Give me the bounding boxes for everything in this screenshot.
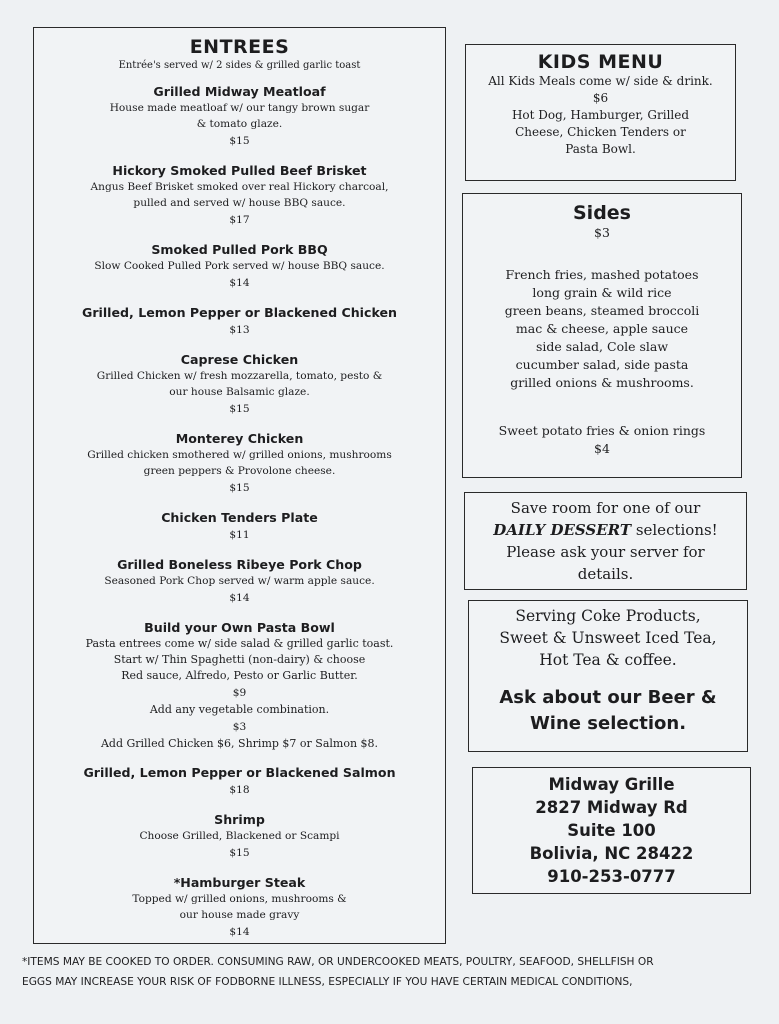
- sides-line: French fries, mashed potatoes: [505, 267, 699, 282]
- menu-item-description: pulled and served w/ house BBQ sauce.: [133, 197, 346, 209]
- street-address: 2827 Midway Rd: [535, 798, 688, 817]
- dessert-line-3: Please ask your server for: [506, 543, 705, 561]
- menu-item-name: Grilled, Lemon Pepper or Blackened Salmon: [83, 765, 396, 780]
- sides-extra: Sweet potato fries & onion rings: [498, 423, 706, 438]
- pasta-veg-price: $3: [232, 721, 247, 733]
- entree-list: [34, 83, 445, 607]
- menu-item-price: $17: [229, 214, 250, 226]
- menu-item-price: $15: [229, 482, 250, 494]
- pasta-bowl-price: $9: [232, 687, 247, 699]
- kids-menu-title: KIDS MENU: [537, 51, 664, 73]
- kids-menu-line: Pasta Bowl.: [565, 142, 636, 156]
- menu-item-name: *Hamburger Steak: [173, 875, 306, 890]
- entree-list-2: [34, 764, 445, 941]
- pasta-bowl-desc-3: Red sauce, Alfredo, Pesto or Garlic Butter.: [121, 669, 358, 682]
- menu-item: [34, 351, 445, 418]
- menu-item-description: Seasoned Pork Chop served w/ warm apple sauce.: [104, 575, 375, 587]
- sides-title: Sides: [573, 202, 631, 224]
- menu-item: [34, 874, 445, 941]
- entrees-subtitle: Entrée's served w/ 2 sides & grilled garlic toast: [118, 60, 361, 71]
- menu-item: [34, 556, 445, 607]
- menu-item-name: Grilled Boneless Ribeye Pork Chop: [117, 557, 362, 572]
- menu-item-name: Hickory Smoked Pulled Beef Brisket: [112, 163, 367, 178]
- restaurant-name: Midway Grille: [548, 775, 675, 794]
- sides-extra-price: $4: [594, 441, 610, 456]
- menu-item: [34, 811, 445, 862]
- sides-price: $3: [594, 225, 610, 240]
- disclaimer-line-2: EGGS MAY INCREASE YOUR RISK OF FODBORNE ILLNESS, ESPECIALLY IF YOU HAVE CERTAIN MEDICAL CONDITIONS,: [22, 976, 633, 988]
- dessert-section: [464, 492, 747, 590]
- menu-item: [34, 83, 445, 150]
- pasta-bowl-desc-1: Pasta entrees come w/ side salad & grilled garlic toast.: [85, 637, 394, 650]
- kids-menu-line: Cheese, Chicken Tenders or: [515, 125, 686, 139]
- kids-menu-line: Hot Dog, Hamburger, Grilled: [511, 108, 690, 122]
- menu-item-description: Slow Cooked Pulled Pork served w/ house BBQ sauce.: [94, 260, 385, 272]
- suite: Suite 100: [567, 821, 656, 840]
- sides-line: side salad, Cole slaw: [535, 339, 669, 354]
- dessert-line-1: Save room for one of our: [510, 499, 701, 517]
- menu-item-description: Angus Beef Brisket smoked over real Hickory charcoal,: [90, 181, 389, 193]
- sides-line: mac & cheese, apple sauce: [515, 321, 689, 336]
- city-state-zip: Bolivia, NC 28422: [529, 844, 694, 863]
- pasta-veg-text: Add any vegetable combination.: [149, 703, 330, 716]
- pasta-protein-text: Add Grilled Chicken $6, Shrimp $7 or Salmon $8.: [100, 737, 379, 750]
- dessert-line-2: [465, 519, 746, 541]
- pasta-bowl-item: [34, 619, 445, 752]
- food-safety-disclaimer: [22, 952, 762, 992]
- menu-item-price: $14: [229, 592, 250, 604]
- sides-line: grilled onions & mushrooms.: [510, 375, 694, 390]
- menu-item: [34, 241, 445, 292]
- menu-item-name: Caprese Chicken: [180, 352, 299, 367]
- address-section: [472, 767, 751, 894]
- menu-item-description: Grilled chicken smothered w/ grilled onions, mushrooms: [87, 449, 392, 461]
- kids-menu-price: $6: [592, 91, 609, 105]
- menu-item-description: our house Balsamic glaze.: [169, 386, 310, 398]
- menu-item-price: $18: [229, 784, 250, 796]
- dessert-line-2-rest: selections!: [631, 521, 718, 539]
- menu-item-price: $15: [229, 847, 250, 859]
- menu-item-description: Choose Grilled, Blackened or Scampi: [139, 830, 340, 842]
- menu-item-price: $14: [229, 277, 250, 289]
- sides-line: cucumber salad, side pasta: [515, 357, 689, 372]
- menu-item-name: Smoked Pulled Pork BBQ: [151, 242, 328, 257]
- menu-item-price: $13: [229, 324, 250, 336]
- pasta-bowl-desc-2: Start w/ Thin Spaghetti (non-dairy) & choose: [113, 653, 366, 666]
- menu-item-price: $15: [229, 135, 250, 147]
- menu-item: [34, 430, 445, 497]
- disclaimer-line-1: *ITEMS MAY BE COOKED TO ORDER. CONSUMING RAW, OR UNDERCOOKED MEATS, POULTRY, SEAFOOD, SHELLFISH OR: [22, 956, 654, 968]
- phone-number: 910-253-0777: [547, 867, 676, 886]
- menu-item: [34, 304, 445, 339]
- menu-item-name: Chicken Tenders Plate: [161, 510, 318, 525]
- menu-item-price: $11: [229, 529, 250, 541]
- menu-item-price: $14: [229, 926, 250, 938]
- menu-item-name: Grilled Midway Meatloaf: [153, 84, 326, 99]
- drinks-line: Sweet & Unsweet Iced Tea,: [499, 629, 717, 647]
- daily-dessert-emphasis: DAILY DESSERT: [493, 521, 632, 539]
- menu-item-description: green peppers & Provolone cheese.: [143, 465, 336, 477]
- beer-wine-line: Wine selection.: [529, 713, 687, 734]
- kids-menu-section: [465, 44, 736, 181]
- beer-wine-line: Ask about our Beer &: [499, 687, 717, 708]
- drinks-line: Serving Coke Products,: [515, 607, 701, 625]
- sides-line: long grain & wild rice: [532, 285, 672, 300]
- sides-line: green beans, steamed broccoli: [504, 303, 700, 318]
- menu-item-name: Shrimp: [214, 812, 265, 827]
- drinks-line: Hot Tea & coffee.: [539, 651, 677, 669]
- dessert-line-4: details.: [577, 565, 634, 583]
- menu-item-description: Grilled Chicken w/ fresh mozzarella, tomato, pesto &: [96, 370, 383, 382]
- menu-item: [34, 162, 445, 229]
- menu-item-price: $15: [229, 403, 250, 415]
- menu-item-name: Monterey Chicken: [175, 431, 304, 446]
- sides-section: [462, 193, 742, 478]
- menu-item-description: Topped w/ grilled onions, mushrooms &: [132, 893, 347, 905]
- menu-item-description: our house made gravy: [179, 909, 300, 921]
- menu-item-description: & tomato glaze.: [196, 118, 283, 130]
- menu-item-name: Grilled, Lemon Pepper or Blackened Chicken: [82, 305, 397, 320]
- menu-item: [34, 764, 445, 799]
- pasta-bowl-name: Build your Own Pasta Bowl: [144, 620, 335, 635]
- menu-item-description: House made meatloaf w/ our tangy brown sugar: [109, 102, 370, 114]
- kids-menu-line: All Kids Meals come w/ side & drink.: [488, 74, 713, 88]
- menu-item: [34, 509, 445, 544]
- entrees-title: ENTREES: [189, 36, 290, 58]
- drinks-section: [468, 600, 748, 752]
- entrees-section: [33, 27, 446, 944]
